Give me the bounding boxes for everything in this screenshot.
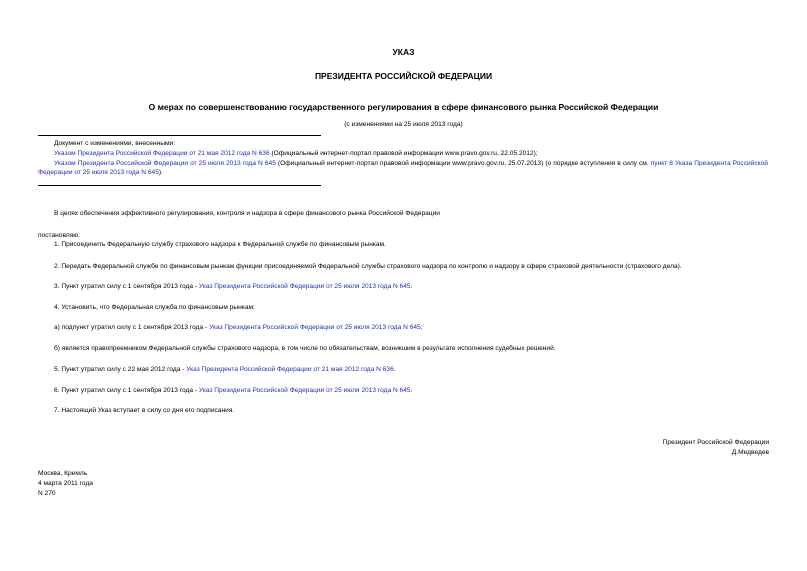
top-divider [38, 135, 321, 136]
signing-date: 4 марта 2011 года [38, 480, 93, 487]
paragraph-4a-end: ; [420, 324, 423, 331]
paragraph-4a [54, 323, 423, 332]
paragraph-5-link[interactable]: Указ Президента Российской Федерации от 21 мая 2012 года N 636 [186, 366, 394, 373]
paragraph-5 [54, 365, 396, 374]
signing-place: Москва, Кремль [38, 470, 88, 477]
paragraph-4b: б) является правопреемником Федеральной службы страхового надзора, в том числе по обязательствам, возникшим в результате исполнения судебных решений. [54, 345, 556, 352]
paragraph-7: 7. Настоящий Указ вступает в силу со дня его подписания. [54, 407, 235, 414]
paragraph-4: 4. Установить, что Федеральная служба по финансовым рынкам: [54, 304, 255, 311]
change-item-1-link[interactable]: Указом Президента Российской Федерации от 21 мая 2012 года N 636 [54, 150, 270, 157]
bottom-divider [38, 185, 321, 186]
paragraph-3-end: . [410, 283, 413, 290]
decree-number: N 270 [38, 490, 56, 497]
change-item-2-link[interactable]: Указом Президента Российской Федерации от 25 июля 2013 года N 645 [54, 160, 276, 167]
paragraph-5-text: 5. Пункт утратил силу с 22 мая 2012 года - [54, 366, 187, 373]
signatory-name: Д.Медведев [731, 449, 769, 456]
change-item-2 [38, 159, 768, 177]
paragraph-4a-link[interactable]: Указ Президента Российской Федерации от 25 июля 2013 года N 645 [209, 324, 421, 331]
paragraph-6 [54, 386, 412, 395]
decree-title: УКАЗ [392, 47, 415, 57]
change-item-2-text: (Официальный интернет-портал правовой информации www.pravo.gov.ru, 25.07.2013) (о порядке вступления в силу см. [275, 160, 651, 167]
change-item-2-end: ). [158, 169, 163, 176]
change-item-2-clause-link[interactable]: пункт 8 Указа Президента Российской Федерации от 25 июля 2013 года N 645 [38, 160, 768, 176]
change-item-1 [54, 149, 538, 158]
paragraph-4a-text: а) подпункт утратил силу с 1 сентября 2013 года - [54, 324, 210, 331]
paragraph-6-link[interactable]: Указ Президента Российской Федерации от 25 июля 2013 года N 645 [198, 387, 411, 394]
resolve-word: постановляю: [38, 232, 81, 239]
preamble: В целях обеспечения эффективного регулирования, контроля и надзора в сфере финансового рынка Российской Федерации [54, 210, 440, 217]
paragraph-1: 1. Присоединить Федеральную службу страхового надзора к Федеральной службе по финансовым рынкам. [54, 241, 386, 248]
paragraph-3 [54, 282, 412, 291]
paragraph-6-text: 6. Пункт утратил силу с 1 сентября 2013 года - [54, 387, 199, 394]
paragraph-5-end: . [393, 366, 396, 373]
change-item-1-text: (Официальный интернет-портал правовой информации www.pravo.gov.ru, 22.05.2012); [269, 150, 538, 157]
amendment-note: (с изменениями на 25 июля 2013 года) [344, 121, 463, 128]
signatory-position: Президент Российской Федерации [662, 439, 769, 446]
paragraph-6-end: . [410, 387, 413, 394]
changes-intro: Документ с изменениями, внесенными: [54, 140, 176, 147]
paragraph-2: 2. Передать Федеральной службе по финансовым рынкам функции присоединяемой Федеральной службы страхового надзора по контролю и надзору в сфере страховой деятельности (страхового дела). [54, 263, 682, 270]
issuer-title: ПРЕЗИДЕНТА РОССИЙСКОЙ ФЕДЕРАЦИИ [314, 71, 493, 81]
paragraph-3-link[interactable]: Указ Президента Российской Федерации от 25 июля 2013 года N 645 [198, 283, 411, 290]
decree-subject: О мерах по совершенствованию государственного регулирования в сфере финансового рынка Российской Федерации [148, 102, 659, 112]
paragraph-3-text: 3. Пункт утратил силу с 1 сентября 2013 года - [54, 283, 199, 290]
